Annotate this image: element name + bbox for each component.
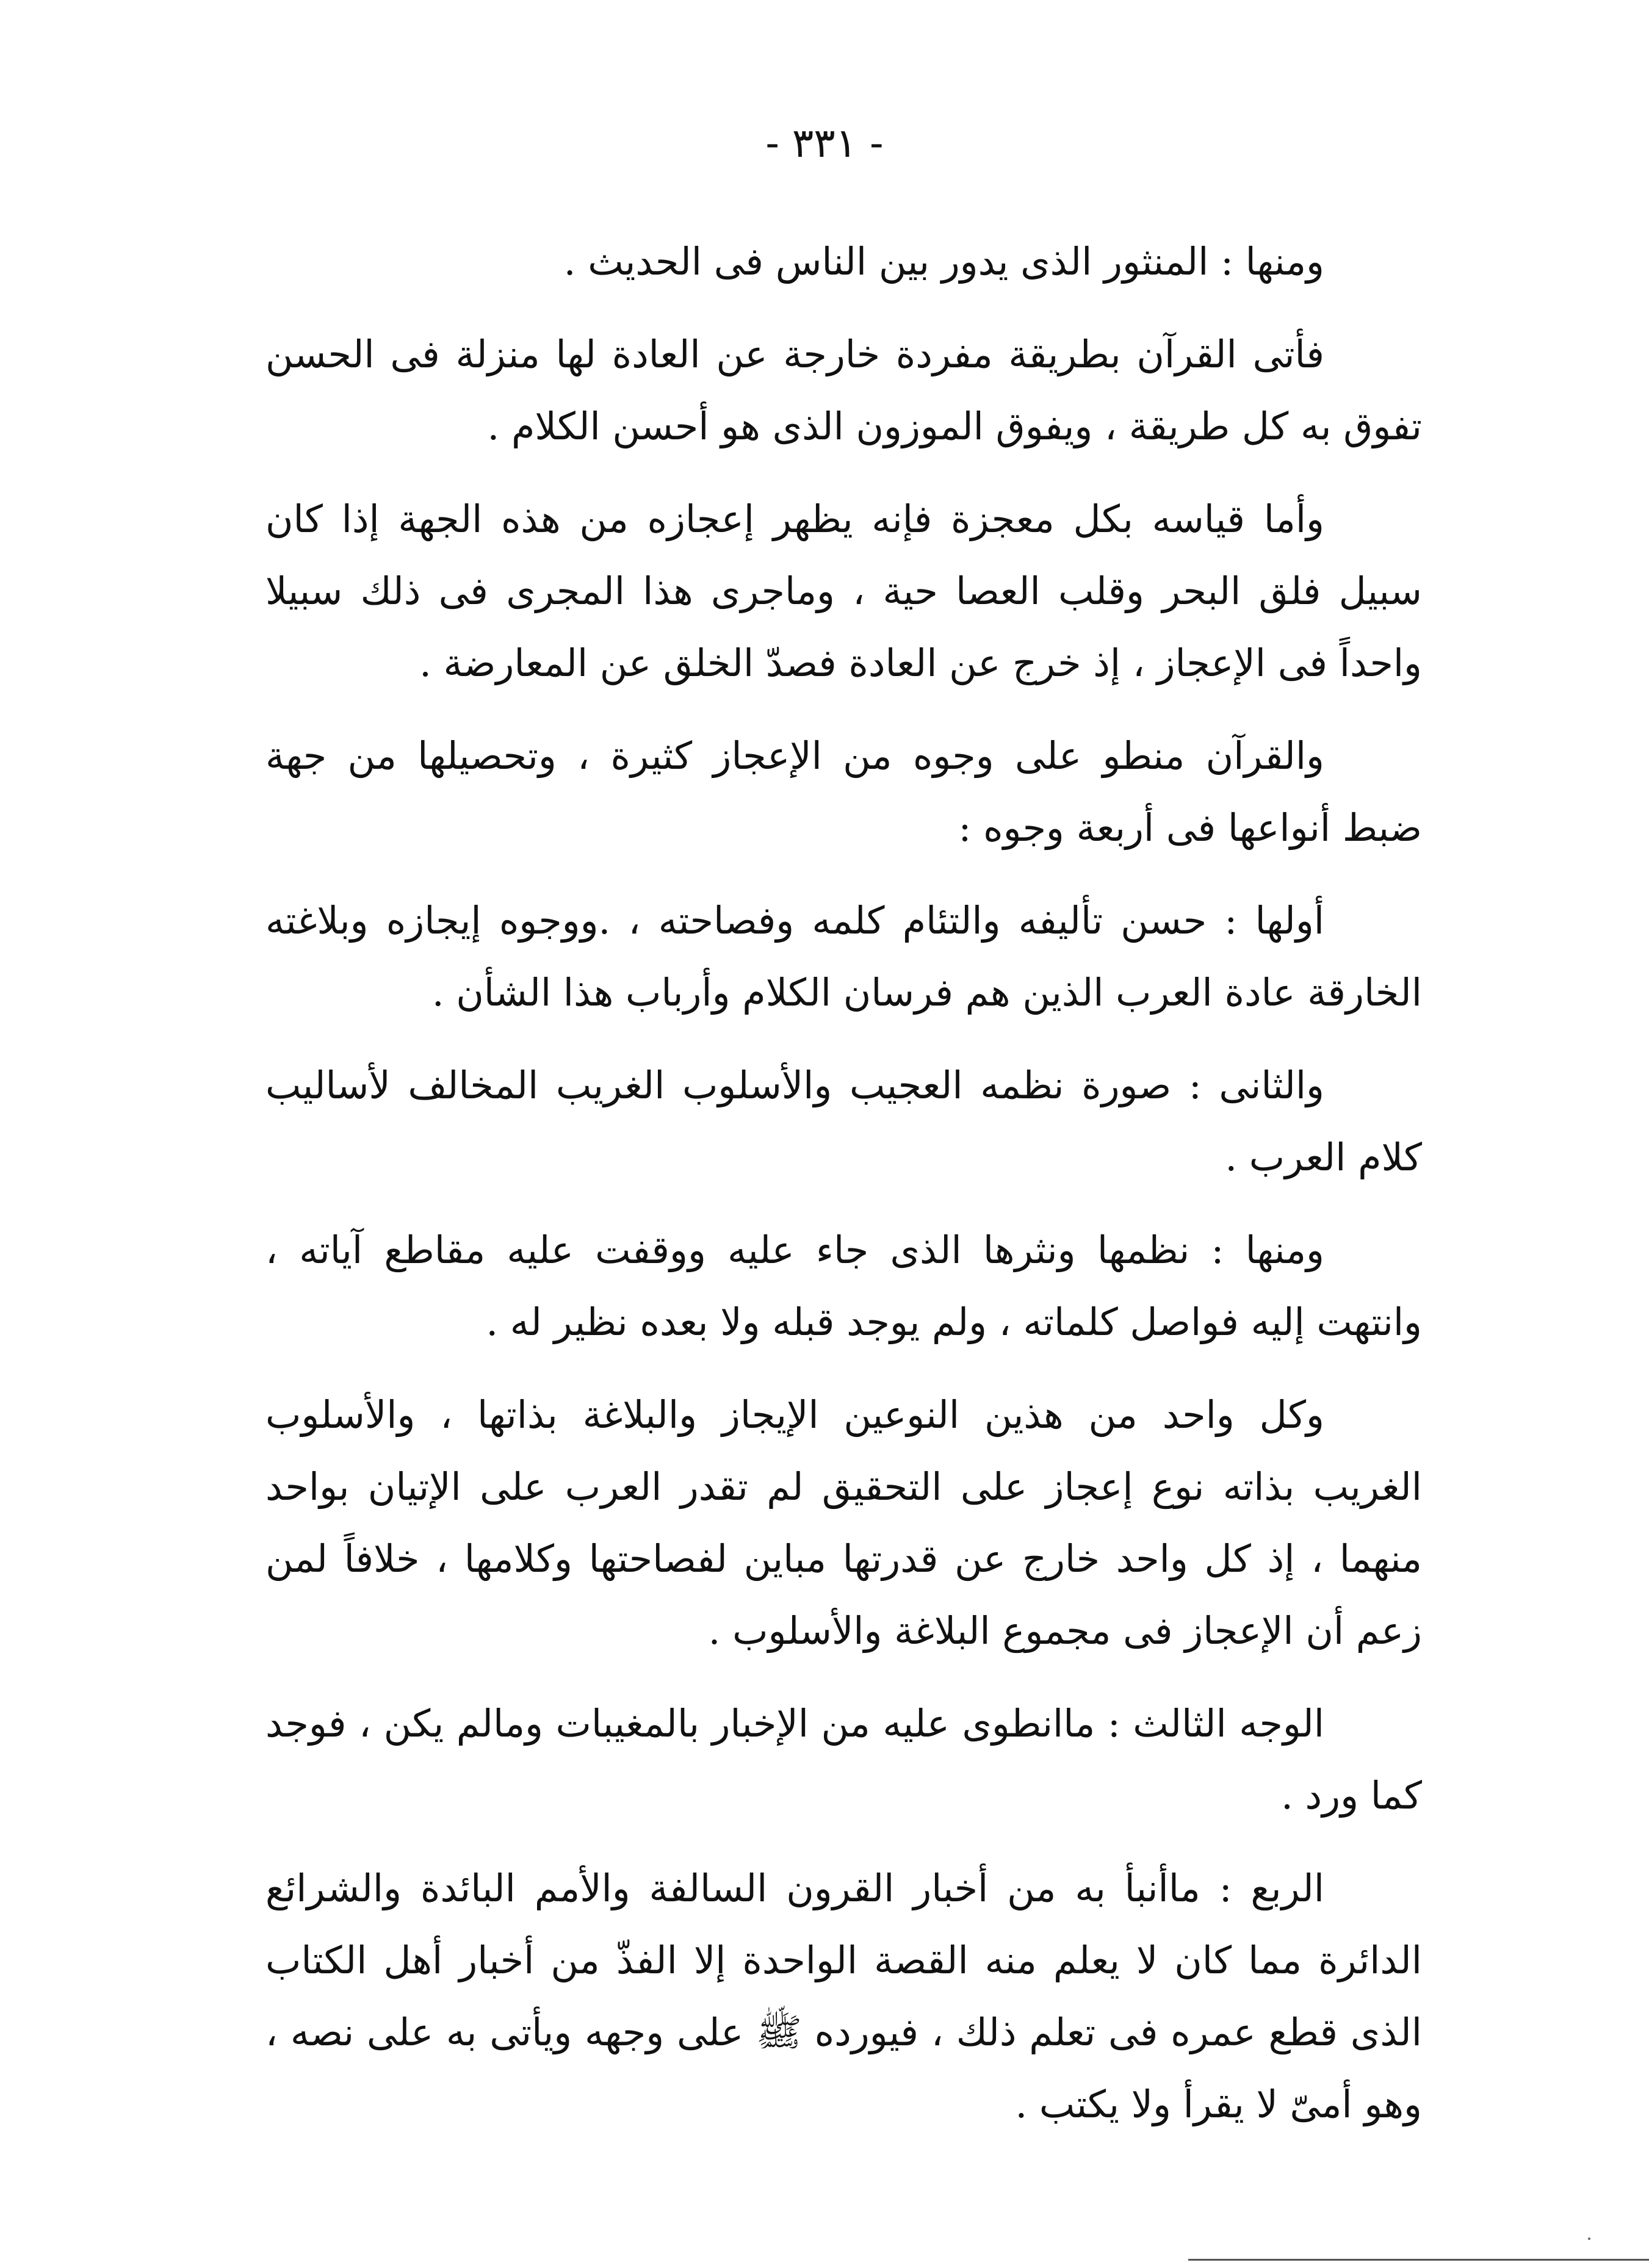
paragraph: ومنها : نظمها ونثرها الذى جاء عليه ووقفت عليه مقاطع آياته ، وانتهت إليه فواصل كلماته ، ولم يوجد قبله ولا بعده نظير له . — [265, 1228, 1422, 1344]
body-text — [265, 226, 1422, 2161]
paragraph: وكل واحد من هذين النوعين الإيجاز والبلاغة بذاتها ، والأسلوب الغريب بذاته نوع إعجاز على التحقيق لم تقدر العرب على الإتيان بواحد منهما ، إذ كل واحد خارج عن قدرتها مباين لفصاحتها وكلامها ، خلافاً لمن زعم أن الإعجاز فى مجموع البلاغة والأسلوب . — [265, 1392, 1422, 1653]
paragraph: وأما قياسه بكل معجزة فإنه يظهر إعجازه من هذه الجهة إذا كان سبيل فلق البحر وقلب العصا حية ، وماجرى هذا المجرى فى ذلك سبيلا واحداً فى الإعجاز ، إذ خرج عن العادة فصدّ الخلق عن المعارضة . — [265, 497, 1422, 685]
paragraph: والثانى : صورة نظمه العجيب والأسلوب الغريب المخالف لأساليب كلام العرب . — [265, 1063, 1422, 1179]
paragraph: الوجه الثالث : ماانطوى عليه من الإخبار بالمغيبات ومالم يكن ، فوجد كما ورد . — [265, 1701, 1422, 1818]
paragraph: الربع : ماأنبأ به من أخبار القرون السالفة والأمم البائدة والشرائع الدائرة مما كان لا يعلم منه القصة الواحدة إلا الفذّ من أخبار أهل الكتاب الذى قطع عمره فى تعلم ذلك ، فيورده ﷺ على وجهه ويأتى به على نصه ، وهو أمىّ لا يقرأ ولا يكتب . — [265, 1866, 1422, 2126]
page-number: - ٣٣١ - — [765, 120, 884, 167]
paragraph: أولها : حسن تأليفه والتئام كلمه وفصاحته ، .ووجوه إيجازه وبلاغته الخارقة عادة العرب الذين هم فرسان الكلام وأرباب هذا الشأن . — [265, 898, 1422, 1015]
scan-edge-rule — [1188, 2259, 1649, 2261]
paragraph: فأتى القرآن بطريقة مفردة خارجة عن العادة لها منزلة فى الحسن تفوق به كل طريقة ، ويفوق الموزون الذى هو أحسن الكلام . — [265, 332, 1422, 448]
paragraph: ومنها : المنثور الذى يدور بين الناس فى الحديث . — [563, 239, 1324, 284]
scan-speck — [1588, 2237, 1590, 2240]
paragraph: والقرآن منطو على وجوه من الإعجاز كثيرة ، وتحصيلها من جهة ضبط أنواعها فى أربعة وجوه : — [265, 733, 1422, 850]
